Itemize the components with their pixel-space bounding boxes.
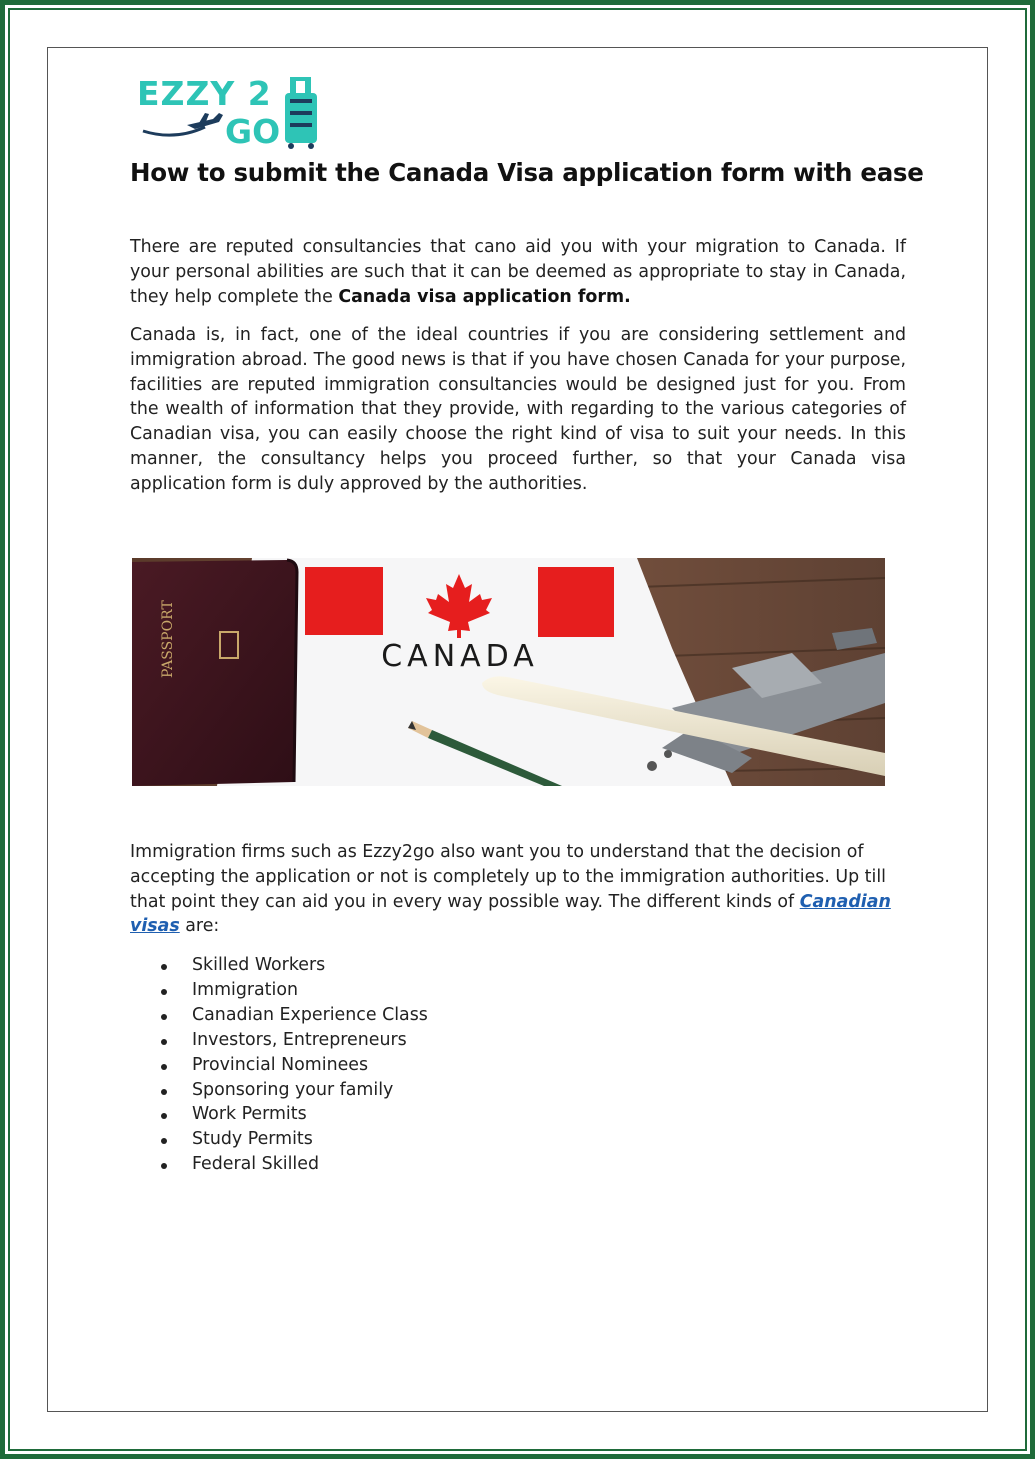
document-page — [47, 47, 988, 1412]
ezzy2go-logo — [135, 67, 329, 151]
bullet-icon — [161, 989, 167, 995]
list-item: Immigration — [130, 978, 428, 1003]
bullet-icon — [161, 964, 167, 970]
bullet-icon — [161, 1113, 167, 1119]
list-item: Skilled Workers — [130, 953, 428, 978]
flag-left-bar — [305, 567, 383, 635]
list-item: Sponsoring your family — [130, 1078, 428, 1103]
canada-hero-image — [132, 558, 885, 786]
body-paragraph: Canada is, in fact, one of the ideal countries if you are considering settlement and immigration abroad. The good news is that if you have chosen Canada for your purpose, facilities are reputed immigration consultancies would be designed just for you. From the wealth of information that they provide, with regarding to the various categories of Canadian visa, you can easily choose the right kind of visa to suit your needs. In this manner, the consultancy helps you proceed further, so that your Canada visa application form is duly approved by the authorities. — [130, 325, 906, 494]
list-item: Federal Skilled — [130, 1152, 428, 1177]
bullet-icon — [161, 1089, 167, 1095]
visa-form-bold: Canada visa application form. — [338, 286, 631, 307]
list-item: Canadian Experience Class — [130, 1003, 428, 1028]
bullet-icon — [161, 1163, 167, 1169]
bullet-icon — [161, 1014, 167, 1020]
flag-right-bar — [538, 567, 614, 637]
logo-line2: GO — [225, 112, 281, 151]
bullet-icon — [161, 1138, 167, 1144]
visa-types-list — [130, 953, 428, 1177]
list-item: Work Permits — [130, 1102, 428, 1127]
page-title: How to submit the Canada Visa application form with ease — [130, 158, 924, 187]
airplane-icon — [143, 113, 223, 135]
intro-paragraph: There are reputed consultancies that cano aid you with your migration to Canada. If your personal abilities are such that it can be deemed as appropriate to stay in Canada, they help complete the Canada visa application form. — [130, 237, 906, 307]
list-item: Provincial Nominees — [130, 1053, 428, 1078]
list-item: Study Permits — [130, 1127, 428, 1152]
suitcase-icon — [285, 77, 317, 149]
bullet-icon — [161, 1064, 167, 1070]
passport — [132, 560, 297, 786]
list-item: Investors, Entrepreneurs — [130, 1028, 428, 1053]
bullet-icon — [161, 1039, 167, 1045]
canadian-visas-link[interactable]: Canadian visas — [130, 891, 891, 937]
firms-paragraph: Immigration firms such as Ezzy2go also want you to understand that the decision of accepting the application or not is completely up to the immigration authorities. Up till that point they can aid you in every way possible way. The different kinds of Canadian visas are: — [130, 842, 891, 937]
passport-label: PASSPORT — [160, 600, 176, 678]
logo-line1: EZZY 2 — [137, 74, 272, 113]
canada-sign-text: CANADA — [381, 639, 539, 674]
